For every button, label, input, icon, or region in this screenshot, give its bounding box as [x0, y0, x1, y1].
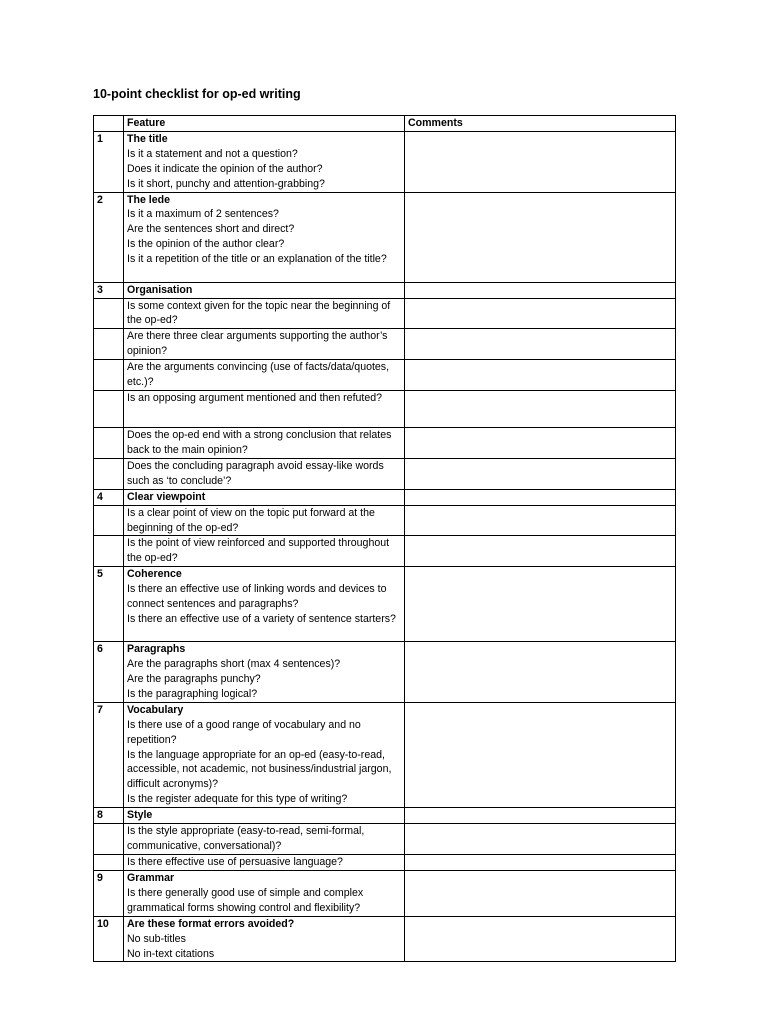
section-title: Vocabulary	[127, 703, 184, 716]
row-number: 8	[94, 808, 124, 824]
checklist-question: Is there generally good use of simple and complex grammatical forms showing control and flexibility?	[127, 886, 364, 914]
checklist-question: Is an opposing argument mentioned and then refuted?	[127, 391, 383, 404]
row-number	[94, 824, 124, 855]
feature-cell	[124, 489, 405, 505]
checklist-question: Is there effective use of persuasive language?	[127, 856, 343, 868]
checklist-row	[94, 131, 676, 192]
feature-cell	[124, 458, 405, 489]
comments-column-header: Comments	[405, 116, 676, 132]
checklist-question: Does the concluding paragraph avoid essay-like words such as ‘to conclude’?	[127, 459, 384, 487]
row-number	[94, 536, 124, 567]
feature-column-header: Feature	[124, 116, 405, 132]
feature-cell	[124, 916, 405, 962]
checklist-row	[94, 536, 676, 567]
checklist-row	[94, 567, 676, 642]
checklist-row	[94, 702, 676, 807]
comment-cell[interactable]	[405, 536, 676, 567]
comment-cell[interactable]	[405, 427, 676, 458]
section-title: Clear viewpoint	[127, 490, 206, 503]
checklist-row	[94, 808, 676, 824]
header-row	[94, 116, 676, 132]
checklist-question: Is a clear point of view on the topic put forward at the beginning of the op-ed?	[127, 506, 375, 534]
feature-cell	[124, 642, 405, 703]
checklist-question: Are the arguments convincing (use of facts/data/quotes, etc.)?	[127, 361, 390, 389]
row-number	[94, 390, 124, 427]
feature-cell	[124, 360, 405, 391]
comment-cell[interactable]	[405, 458, 676, 489]
row-number: 6	[94, 642, 124, 703]
document-title: 10-point checklist for op-ed writing	[93, 87, 301, 101]
checklist-question: Is the paragraphing logical?	[127, 687, 258, 700]
checklist-row	[94, 824, 676, 855]
checklist-question: No sub-titles	[127, 932, 186, 945]
comment-cell[interactable]	[405, 282, 676, 298]
row-number: 5	[94, 567, 124, 642]
checklist-row	[94, 489, 676, 505]
feature-cell	[124, 390, 405, 427]
row-number	[94, 329, 124, 360]
checklist-question: Is some context given for the topic near the beginning of the op-ed?	[127, 299, 391, 327]
checklist-question: Is the style appropriate (easy-to-read, semi-formal, communicative, conversational)?	[127, 825, 365, 853]
row-number: 4	[94, 489, 124, 505]
checklist-row	[94, 871, 676, 917]
feature-cell	[124, 131, 405, 192]
feature-cell	[124, 855, 405, 871]
section-title: Organisation	[127, 283, 193, 296]
comment-cell[interactable]	[405, 702, 676, 807]
checklist-row	[94, 427, 676, 458]
comment-cell[interactable]	[405, 505, 676, 536]
checklist-question: Is there use of a good range of vocabulary and no repetition?	[127, 718, 361, 746]
checklist-question: Is the point of view reinforced and supported throughout the op-ed?	[127, 537, 390, 565]
checklist-question: Is there an effective use of linking words and devices to connect sentences and paragraphs?	[127, 583, 387, 611]
feature-cell	[124, 505, 405, 536]
feature-cell	[124, 808, 405, 824]
checklist-question: Is it a repetition of the title or an explanation of the title?	[127, 253, 387, 266]
checklist-question: Is the language appropriate for an op-ed (easy-to-read, accessible, not academic, not business/industrial jargon, difficult acronyms)?	[127, 748, 392, 791]
comment-cell[interactable]	[405, 855, 676, 871]
checklist-question: Is there an effective use of a variety of sentence starters?	[127, 612, 396, 625]
checklist-question: Is the register adequate for this type of writing?	[127, 793, 348, 806]
feature-cell	[124, 329, 405, 360]
checklist-question: No in-text citations	[127, 947, 215, 960]
section-title: Are these format errors avoided?	[127, 917, 295, 930]
checklist-row	[94, 390, 676, 427]
checklist-row	[94, 192, 676, 282]
section-title: The lede	[127, 193, 170, 206]
checklist-row	[94, 458, 676, 489]
checklist-question: Are the sentences short and direct?	[127, 223, 295, 236]
comment-cell[interactable]	[405, 916, 676, 962]
section-title: Style	[127, 809, 153, 822]
comment-cell[interactable]	[405, 642, 676, 703]
feature-cell	[124, 192, 405, 282]
comment-cell[interactable]	[405, 390, 676, 427]
checklist-question: Is the opinion of the author clear?	[127, 238, 285, 251]
row-number	[94, 360, 124, 391]
comment-cell[interactable]	[405, 808, 676, 824]
checklist-row	[94, 505, 676, 536]
checklist-row	[94, 329, 676, 360]
checklist-question: Are the paragraphs punchy?	[127, 673, 261, 686]
comment-cell[interactable]	[405, 329, 676, 360]
checklist-question: Is it a statement and not a question?	[127, 147, 298, 160]
row-number: 9	[94, 871, 124, 917]
comment-cell[interactable]	[405, 131, 676, 192]
checklist-question: Does it indicate the opinion of the author?	[127, 162, 323, 175]
comment-cell[interactable]	[405, 824, 676, 855]
checklist-row	[94, 360, 676, 391]
feature-cell	[124, 824, 405, 855]
row-number: 3	[94, 282, 124, 298]
feature-cell	[124, 871, 405, 917]
checklist-row	[94, 855, 676, 871]
number-column-header	[94, 116, 124, 132]
row-number	[94, 855, 124, 871]
feature-cell	[124, 536, 405, 567]
section-title: Grammar	[127, 872, 175, 884]
row-number	[94, 427, 124, 458]
section-title: The title	[127, 132, 168, 145]
comment-cell[interactable]	[405, 567, 676, 642]
feature-cell	[124, 298, 405, 329]
feature-cell	[124, 427, 405, 458]
comment-cell[interactable]	[405, 360, 676, 391]
checklist-question: Are the paragraphs short (max 4 sentences)?	[127, 658, 341, 671]
checklist-row	[94, 916, 676, 962]
feature-cell	[124, 282, 405, 298]
feature-cell	[124, 702, 405, 807]
checklist-question: Is it short, punchy and attention-grabbing?	[127, 177, 325, 190]
checklist-row	[94, 282, 676, 298]
row-number: 7	[94, 702, 124, 807]
row-number	[94, 458, 124, 489]
checklist-question: Does the op-ed end with a strong conclusion that relates back to the main opinion?	[127, 428, 392, 456]
comment-cell[interactable]	[405, 489, 676, 505]
checklist-question: Is it a maximum of 2 sentences?	[127, 208, 279, 221]
row-number	[94, 505, 124, 536]
checklist-question: Are there three clear arguments supporting the author’s opinion?	[127, 330, 388, 358]
row-number: 2	[94, 192, 124, 282]
checklist-row	[94, 298, 676, 329]
row-number	[94, 298, 124, 329]
checklist-body	[94, 131, 676, 962]
checklist-row	[94, 642, 676, 703]
feature-cell	[124, 567, 405, 642]
row-number: 1	[94, 131, 124, 192]
comment-cell[interactable]	[405, 298, 676, 329]
section-title: Paragraphs	[127, 643, 186, 656]
comment-cell[interactable]	[405, 192, 676, 282]
section-title: Coherence	[127, 568, 182, 581]
checklist-table	[93, 115, 676, 962]
comment-cell[interactable]	[405, 871, 676, 917]
row-number: 10	[94, 916, 124, 962]
